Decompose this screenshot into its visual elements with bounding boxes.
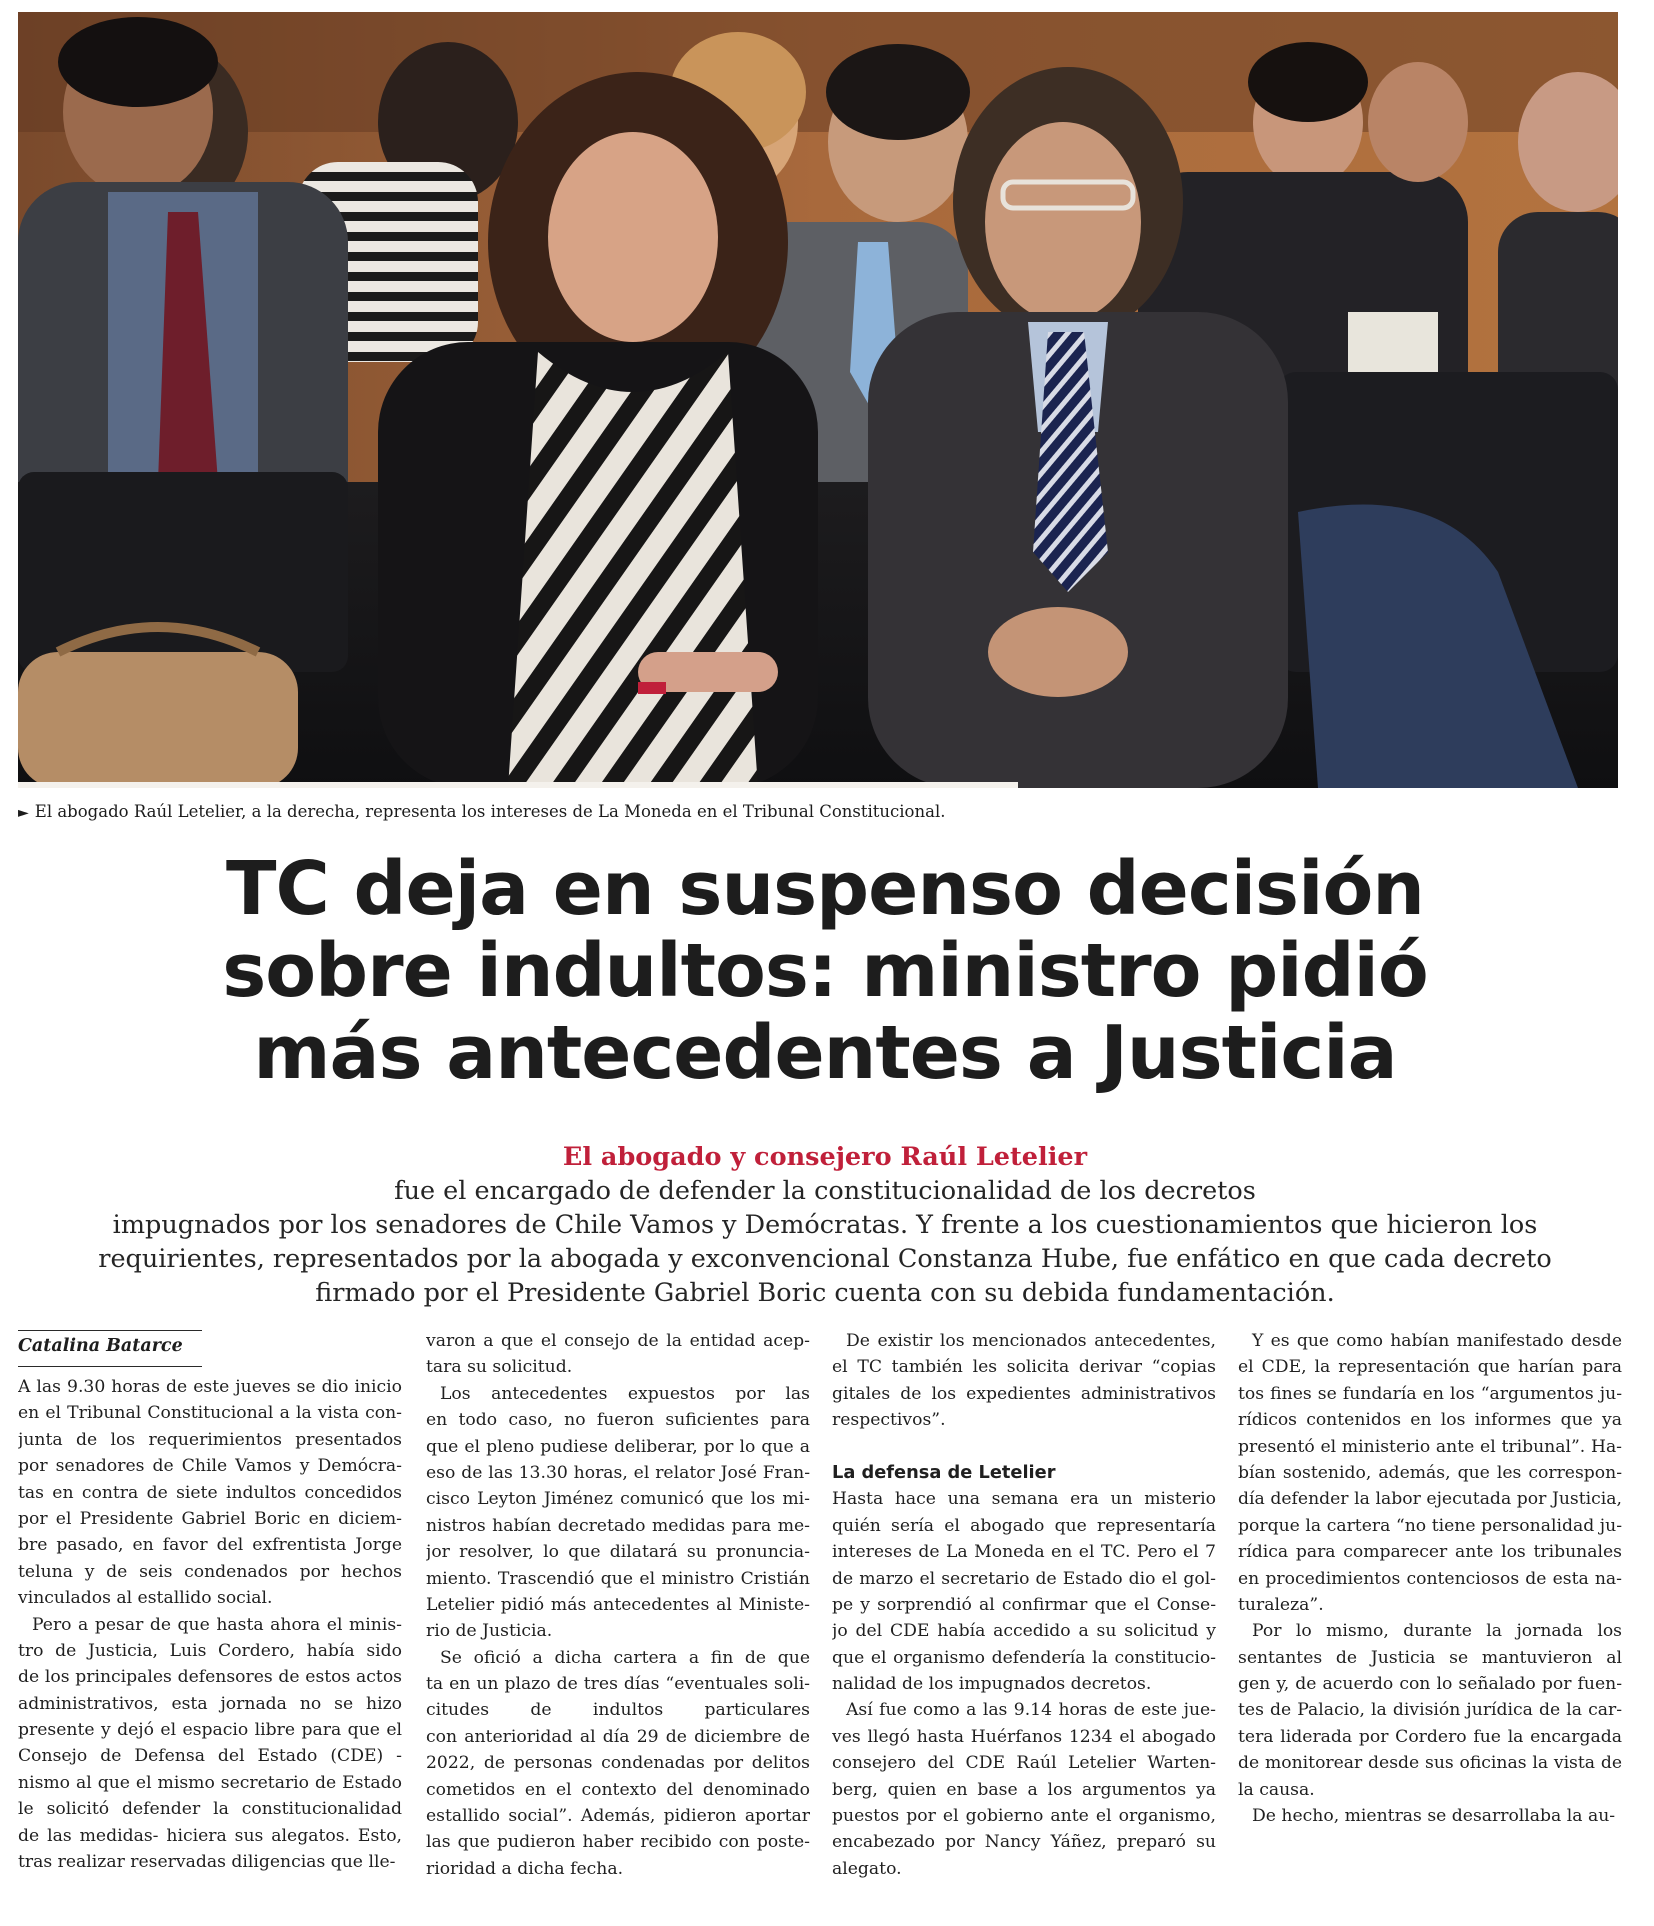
body-text-line: tera liderada por Cordero fue la encargada — [1238, 1726, 1622, 1747]
body-text-line: rídicos contenidos en los informes que ya — [1238, 1410, 1622, 1431]
body-text-line: de monitorear desde sus oficinas la vista de — [1238, 1753, 1622, 1774]
photo-illustration — [18, 12, 1618, 788]
body-text-line: día defender la labor ejecutada por Justicia, — [1238, 1489, 1622, 1510]
headline-line-3: más antecedentes a Justicia — [253, 1010, 1397, 1096]
body-text-line: miento. Trascendió que el ministro Cristián — [426, 1568, 810, 1589]
body-text-line: Consejo de Defensa del Estado (CDE) - — [18, 1746, 402, 1767]
body-text-line: 2022, de personas condenadas por delitos — [426, 1753, 810, 1774]
body-text-line: junta de los requerimientos presentados — [18, 1429, 402, 1450]
body-text-line: las que pudieron haber recibido con poste- — [426, 1832, 810, 1853]
byline-bottom-rule — [18, 1366, 202, 1367]
body-text-line: alegato. — [832, 1858, 902, 1879]
lead-line-4: firmado por el Presidente Gabriel Boric cuenta con su debida fundamentación. — [315, 1278, 1335, 1308]
body-text-line: A las 9.30 horas de este jueves se dio inicio — [18, 1377, 402, 1397]
body-text-line: puestos por el gobierno ante el organismo, — [832, 1806, 1216, 1827]
body-text-line: estallido social”. Además, pidieron aportar — [426, 1806, 810, 1827]
body-text-line: de los principales defensores de estos actos — [18, 1667, 402, 1688]
body-text-line: sentantes de Justicia se mantuvieron al — [1238, 1647, 1622, 1668]
body-text-line: De hecho, mientras se desarrollaba la au- — [1252, 1806, 1616, 1827]
body-text-line: bre pasado, en favor del exfrentista Jorge — [18, 1535, 402, 1556]
body-text-line: de marzo el secretario de Estado dio el gol- — [832, 1568, 1216, 1589]
body-text-line: la causa. — [1238, 1779, 1315, 1800]
lead-paragraph — [80, 1140, 1570, 1310]
body-text-line: citudes de indultos particulares — [426, 1700, 810, 1721]
body-text-line: Y es que como habían manifestado desde — [1252, 1331, 1622, 1351]
body-text-line: el CDE, la representación que harían para — [1238, 1357, 1622, 1378]
body-text-line: el TC también les solicita derivar “copias — [832, 1357, 1216, 1378]
article-photo — [18, 12, 1618, 788]
body-column-2 — [426, 1328, 810, 1882]
byline-top-rule — [18, 1330, 202, 1331]
body-text-line: Pero a pesar de que hasta ahora el minis- — [32, 1614, 402, 1635]
body-text-line: en procedimientos contenciosos de esta na- — [1238, 1568, 1622, 1589]
body-text-line: varon a que el consejo de la entidad acep- — [426, 1331, 810, 1351]
caption-arrow-icon: ► — [18, 805, 29, 821]
body-text-line: nistros habían decretado medidas para me- — [426, 1515, 810, 1536]
body-text-line: tos fines se fundaría en los “argumentos ju- — [1238, 1383, 1622, 1404]
body-text-line: respectivos”. — [832, 1410, 946, 1431]
body-text-line: intereses de La Moneda en el TC. Pero el 7 — [832, 1542, 1216, 1563]
body-text-line: Se ofició a dicha cartera a fin de que — [440, 1647, 810, 1668]
body-text-line: Así fue como a las 9.14 horas de este jue- — [846, 1700, 1216, 1721]
body-text-line: porque la cartera “no tiene personalidad ju- — [1238, 1515, 1622, 1536]
lead-line-3: requirientes, representados por la abogada y exconvencional Constanza Hube, fue enfático en que cada decreto — [98, 1244, 1552, 1274]
body-text-line: ta en un plazo de tres días “eventuales soli- — [426, 1674, 810, 1695]
lead-line-2: impugnados por los senadores de Chile Vamos y Demócratas. Y frente a los cuestionamientos que hicieron los — [112, 1210, 1538, 1240]
body-text-line: rio de Justicia. — [426, 1621, 553, 1642]
byline: Catalina Batarce — [18, 1336, 183, 1356]
body-text-line: turaleza”. — [1238, 1594, 1324, 1615]
body-text-line: tro de Justicia, Luis Cordero, había sido — [18, 1640, 402, 1661]
body-text-line: Hasta hace una semana era un misterio — [832, 1489, 1216, 1510]
lead-line-1 — [80, 1140, 1570, 1208]
body-text-line: cisco Leyton Jiménez comunicó que los mi- — [426, 1489, 810, 1510]
body-column-4 — [1238, 1328, 1622, 1829]
body-text-line: teluna y de seis condenados por hechos — [18, 1561, 402, 1582]
body-text-line: jor resolver, lo que dilatará su pronuncia- — [426, 1542, 810, 1563]
photo-caption — [18, 800, 1618, 825]
body-column-1 — [18, 1374, 402, 1875]
body-text-line: presente y dejó el espacio libre para que el — [18, 1720, 402, 1741]
body-column-3 — [832, 1328, 1216, 1882]
lead-line-1-rest: fue el encargado de defender la constitucionalidad de los decretos — [394, 1176, 1256, 1206]
body-text-line: tas en contra de siete indultos concedidos — [18, 1482, 402, 1503]
body-text-line: consejero del CDE Raúl Letelier Warten- — [832, 1753, 1216, 1774]
body-text-line: ves llegó hasta Huérfanos 1234 el abogado — [832, 1726, 1216, 1747]
body-text-line: presentó el ministerio ante el tribunal”. Ha- — [1238, 1436, 1622, 1457]
body-text-line: en todo caso, no fueron suficientes para — [426, 1410, 810, 1431]
body-text-line: administrativos, esta jornada no se hizo — [18, 1693, 402, 1714]
body-text-line: berg, quien en base a los argumentos ya — [832, 1779, 1216, 1800]
body-text-line: de las medidas- hiciera sus alegatos. Esto, — [18, 1825, 402, 1846]
body-text-line: nalidad de los impugnados decretos. — [832, 1674, 1152, 1695]
body-text-line: encabezado por Nancy Yáñez, preparó su — [832, 1832, 1216, 1853]
caption-text: El abogado Raúl Letelier, a la derecha, representa los intereses de La Moneda en el Tribunal Constitucional. — [34, 802, 946, 821]
headline-line-2: sobre indultos: ministro pidió — [222, 928, 1428, 1014]
body-text-line: tras realizar reservadas diligencias que lle- — [18, 1852, 396, 1873]
body-text-line: jo del CDE había accedido a su solicitud y — [832, 1621, 1216, 1642]
body-text-line: rídica para comparecer ante los tribunales — [1238, 1542, 1622, 1563]
body-text-line: nismo al que el mismo secretario de Estado — [18, 1772, 402, 1793]
body-text-line: tes de Palacio, la división jurídica de la car- — [1238, 1700, 1622, 1721]
body-text-line: cometidos en el contexto del denominado — [426, 1779, 810, 1800]
body-text-line: bían sostenido, además, que les correspon- — [1238, 1462, 1622, 1483]
body-text-line: por el Presidente Gabriel Boric en diciem- — [18, 1508, 402, 1529]
body-text-line: con anterioridad al día 29 de diciembre de — [426, 1726, 810, 1747]
body-text-line — [832, 1434, 1216, 1460]
body-text-line: Los antecedentes expuestos por las — [440, 1383, 810, 1404]
body-text-line: le solicitó defender la constitucionalidad — [18, 1799, 402, 1820]
body-text-line: eso de las 13.30 horas, el relator José Fran- — [426, 1462, 810, 1483]
body-text-line: pe y sorprendió al confirmar que el Conse- — [832, 1594, 1216, 1615]
body-text-line: que el organismo defendería la constitucio- — [832, 1647, 1216, 1668]
body-text-line: De existir los mencionados antecedentes, — [846, 1331, 1216, 1351]
body-text-line: Letelier pidió más antecedentes al Ministe- — [426, 1594, 810, 1615]
section-subhead: La defensa de Letelier — [832, 1461, 1056, 1483]
body-text-line: rioridad a dicha fecha. — [426, 1858, 624, 1879]
lead-highlight: El abogado y consejero Raúl Letelier — [562, 1142, 1088, 1172]
body-text-line: vinculados al estallido social. — [18, 1588, 273, 1609]
body-text-line: que el pleno pudiese deliberar, por lo que a — [426, 1436, 810, 1457]
body-text-line: quién sería el abogado que representaría — [832, 1515, 1216, 1536]
body-text-line: Por lo mismo, durante la jornada los — [1252, 1621, 1622, 1642]
headline-line-1: TC deja en suspenso decisión — [226, 846, 1424, 932]
body-text-line: por senadores de Chile Vamos y Demócra- — [18, 1456, 402, 1477]
body-text-line: en el Tribunal Constitucional a la vista con- — [18, 1403, 402, 1424]
body-text-line: tara su solicitud. — [426, 1357, 573, 1378]
body-text-line: gen y, de acuerdo con lo señalado por fuen- — [1238, 1674, 1622, 1695]
headline — [110, 848, 1540, 1094]
body-text-line: gitales de los expedientes administrativos — [832, 1383, 1216, 1404]
